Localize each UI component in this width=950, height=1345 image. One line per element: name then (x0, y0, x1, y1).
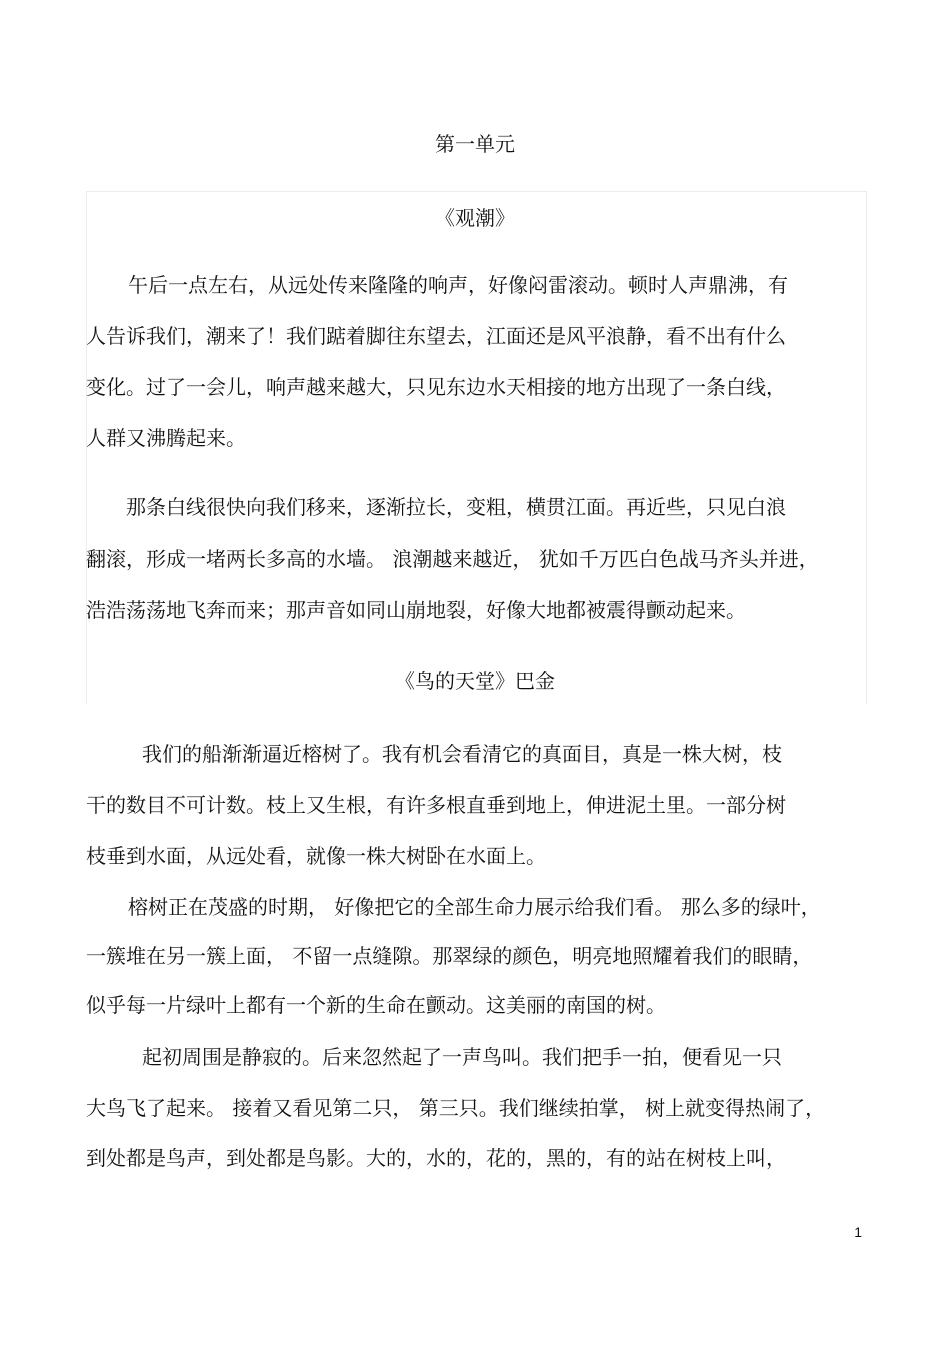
section-title-guanchao: 《观潮》 (435, 206, 515, 230)
text-line: 我们的船渐渐逼近榕树了。我有机会看清它的真面目，真是一株大树，枝 (142, 742, 782, 766)
text-line: 榕树正在茂盛的时期， 好像把它的全部生命力展示给我们看。 那么多的绿叶， (128, 895, 821, 919)
text-line: 浩浩荡荡地飞奔而来；那声音如同山崩地裂，好像大地都被震得颤动起来。 (86, 598, 746, 622)
text-line: 干的数目不可计数。枝上又生根，有许多根直垂到地上，伸进泥土里。一部分树 (86, 793, 786, 817)
text-line: 翻滚，形成一堵两长多高的水墙。 浪潮越来越近， 犹如千万匹白色战马齐头并进， (86, 547, 819, 571)
unit-title: 第一单元 (435, 132, 515, 156)
text-line: 人群又沸腾起来。 (86, 426, 246, 450)
text-line: 人告诉我们，潮来了！我们踮着脚往东望去，江面还是风平浪静，看不出有什么 (86, 324, 786, 348)
text-line: 到处都是鸟声，到处都是鸟影。大的，水的，花的，黑的，有的站在树枝上叫， (86, 1146, 786, 1170)
text-line: 午后一点左右，从远处传来隆隆的响声，好像闷雷滚动。顿时人声鼎沸，有 (128, 273, 788, 297)
text-line: 似乎每一片绿叶上都有一个新的生命在颤动。这美丽的南国的树。 (86, 993, 666, 1017)
text-line: 一簇堆在另一簇上面， 不留一点缝隙。那翠绿的颜色，明亮地照耀着我们的眼睛， (86, 944, 813, 968)
text-line: 枝垂到水面，从远处看，就像一株大树卧在水面上。 (86, 844, 546, 868)
text-line: 变化。过了一会儿，响声越来越大，只见东边水天相接的地方出现了一条白线， (86, 375, 786, 399)
text-line: 起初周围是静寂的。后来忽然起了一声鸟叫。我们把手一拍，便看见一只 (142, 1045, 782, 1069)
text-line: 大鸟飞了起来。 接着又看见第二只， 第三只。我们继续拍掌， 树上就变得热闹了， (86, 1096, 826, 1120)
section-title-niao-de-tiantang: 《鸟的天堂》巴金 (395, 669, 555, 693)
page-number: 1 (854, 1224, 862, 1240)
text-line: 那条白线很快向我们移来，逐渐拉长，变粗，横贯江面。再近些，只见白浪 (126, 495, 786, 519)
